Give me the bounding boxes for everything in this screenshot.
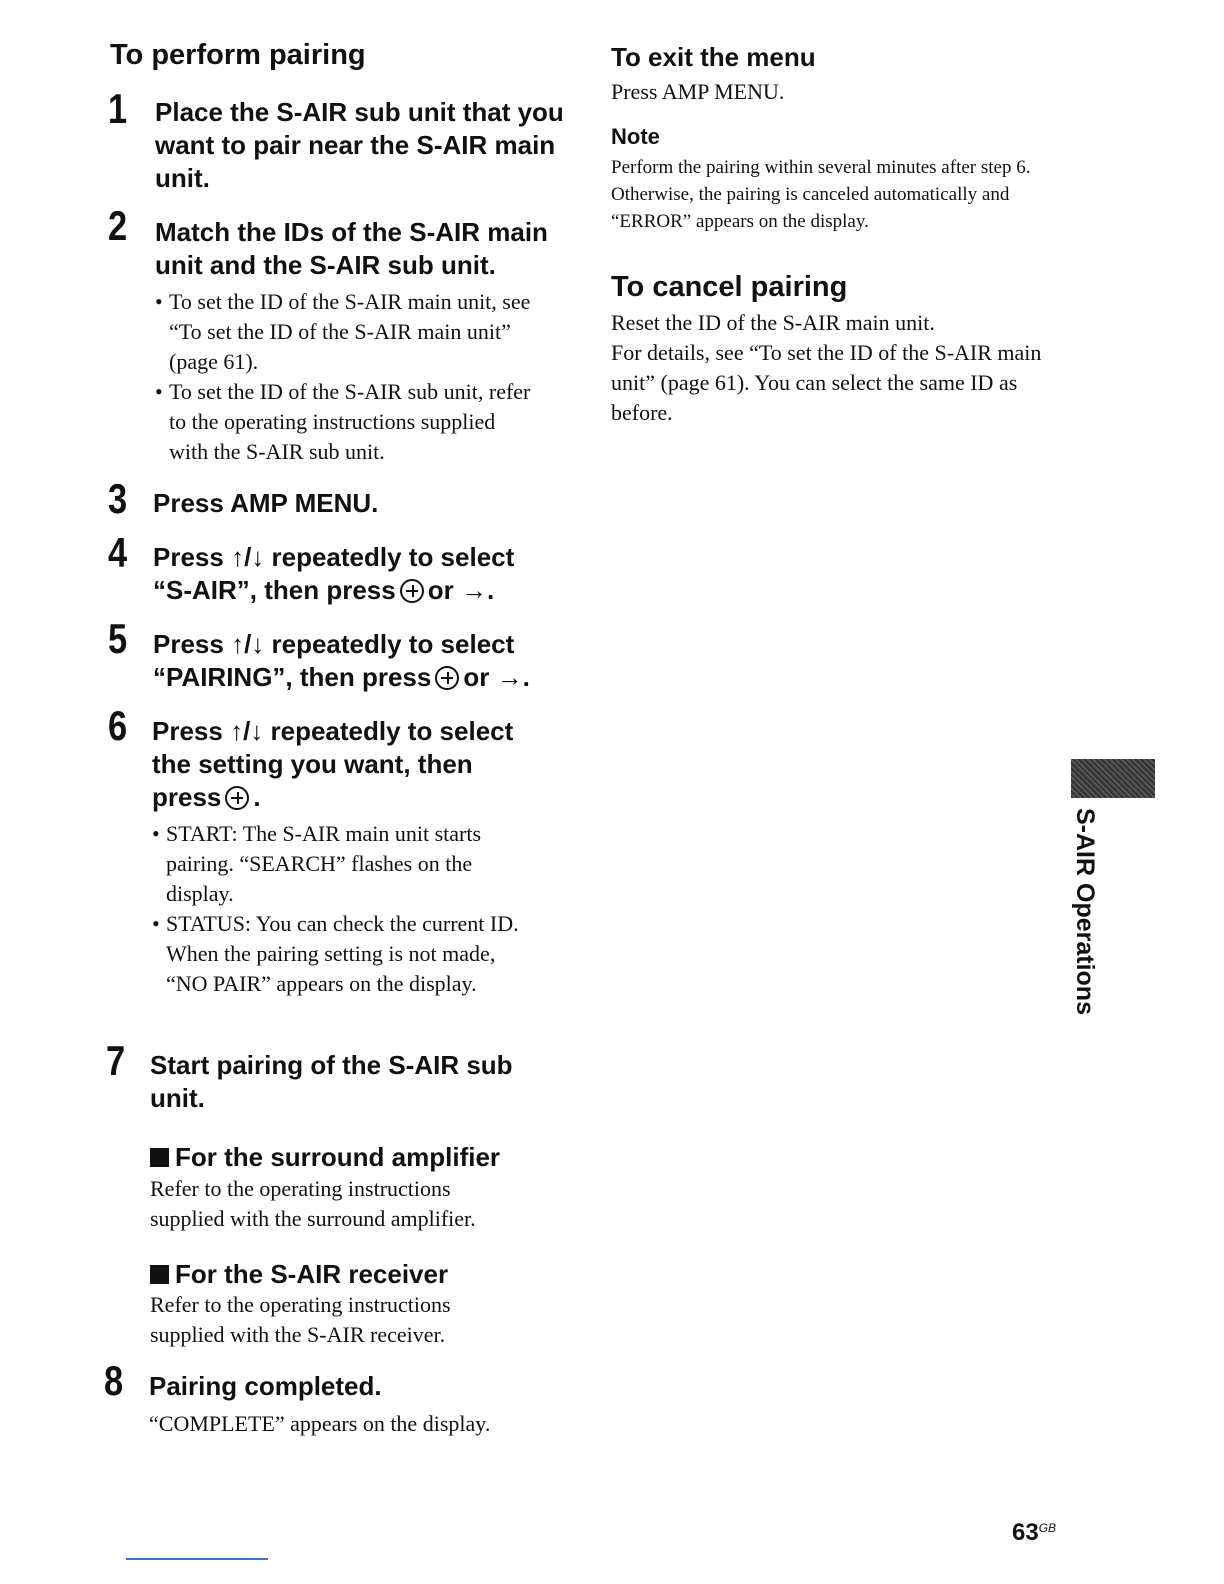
- step-number: 5: [108, 615, 128, 662]
- bullet-item: • START: The S-AIR main unit starts pairing. “SEARCH” flashes on the display.: [152, 821, 482, 906]
- step-8-detail: “COMPLETE” appears on the display.: [149, 1411, 491, 1436]
- step-number: 8: [104, 1357, 124, 1404]
- section-heading-perform-pairing: To perform pairing: [110, 39, 366, 71]
- step-6-line2: the setting you want, then: [152, 749, 473, 779]
- step-5-line2b: or →.: [463, 662, 530, 692]
- page-number-value: 63: [1012, 1519, 1039, 1546]
- step-7-text: Start pairing of the S-AIR sub unit.: [150, 1050, 513, 1113]
- step-5-line1: Press ↑/↓ repeatedly to select: [153, 629, 515, 659]
- black-square-icon: [150, 1148, 169, 1167]
- exit-menu-heading: To exit the menu: [611, 42, 816, 72]
- step-4-line1: Press ↑/↓ repeatedly to select: [153, 542, 515, 572]
- exit-menu-text: Press AMP MENU.: [611, 79, 785, 104]
- step-6-line3b: .: [253, 782, 261, 812]
- subheading-sair-receiver: [150, 1258, 448, 1290]
- page-number: [1012, 1519, 1056, 1547]
- bullet-text: To set the ID of the S-AIR sub unit, refer to the operating instructions supplied with the S-AIR sub unit.: [169, 379, 531, 464]
- cancel-pairing-heading: To cancel pairing: [611, 271, 848, 303]
- section-tab-marker: [1071, 759, 1155, 798]
- page-number-suffix: GB: [1038, 1521, 1057, 1535]
- bullet-item: • To set the ID of the S-AIR main unit, see “To set the ID of the S-AIR main unit” (page 61).: [155, 289, 531, 374]
- step-number: 2: [108, 202, 128, 249]
- step-6-line1: Press ↑/↓ repeatedly to select: [152, 716, 514, 746]
- step-8-text: Pairing completed.: [149, 1371, 382, 1401]
- footer-rule: [126, 1558, 268, 1560]
- step-4-line2b: or →.: [427, 575, 495, 605]
- cancel-pairing-line1: Reset the ID of the S-AIR main unit.: [611, 310, 935, 335]
- step-3-text: Press AMP MENU.: [153, 488, 379, 518]
- black-square-icon: [150, 1265, 169, 1284]
- step-number: 3: [108, 475, 128, 522]
- note-heading: Note: [611, 124, 660, 149]
- step-5-line2a: “PAIRING”, then press: [153, 662, 432, 692]
- enter-button-icon: [435, 666, 459, 690]
- step-2-text: Match the IDs of the S-AIR main unit and the S-AIR sub unit.: [155, 217, 548, 280]
- step-4-text: [153, 541, 583, 607]
- subheading-text: For the S-AIR receiver: [175, 1259, 449, 1289]
- side-tab-text: S-AIR Operations: [1071, 808, 1099, 1015]
- subheading-text: For the surround amplifier: [175, 1142, 501, 1172]
- surround-amplifier-text: Refer to the operating instructions supplied with the surround amplifier.: [150, 1176, 476, 1231]
- bullet-text: To set the ID of the S-AIR main unit, see “To set the ID of the S-AIR main unit” (page 61).: [169, 289, 531, 374]
- cancel-pairing-line2: For details, see “To set the ID of the S-AIR main unit” (page 61). You can select the same ID as before.: [611, 340, 1042, 425]
- bullet-text: START: The S-AIR main unit starts pairing. “SEARCH” flashes on the display.: [166, 821, 482, 906]
- step-1-text: Place the S-AIR sub unit that you want to pair near the S-AIR main unit.: [155, 97, 564, 193]
- step-number: 7: [106, 1037, 126, 1084]
- note-text: Perform the pairing within several minutes after step 6. Otherwise, the pairing is canceled automatically and “ERROR” appears on the display.: [611, 157, 1031, 232]
- side-tab-label: [1060, 808, 1120, 1018]
- step-6-line3a: press: [152, 782, 222, 812]
- bullet-text: STATUS: You can check the current ID. When the pairing setting is not made, “NO PAIR” appears on the display.: [166, 911, 519, 996]
- step-4-line2a: “S-AIR”, then press: [153, 575, 396, 605]
- enter-button-icon: [225, 786, 249, 810]
- step-number: 4: [108, 529, 128, 576]
- step-5-text: [153, 628, 593, 694]
- step-number: 1: [108, 85, 128, 132]
- sair-receiver-text: Refer to the operating instructions supplied with the S-AIR receiver.: [150, 1292, 451, 1347]
- enter-button-icon: [400, 579, 424, 603]
- step-6-text: [152, 715, 582, 814]
- bullet-item: • To set the ID of the S-AIR sub unit, refer to the operating instructions supplied with the S-AIR sub unit.: [155, 379, 531, 464]
- step-number: 6: [108, 702, 128, 749]
- subheading-surround-amplifier: [150, 1141, 500, 1173]
- bullet-item: • STATUS: You can check the current ID. When the pairing setting is not made, “NO PAIR” appears on the display.: [152, 911, 519, 996]
